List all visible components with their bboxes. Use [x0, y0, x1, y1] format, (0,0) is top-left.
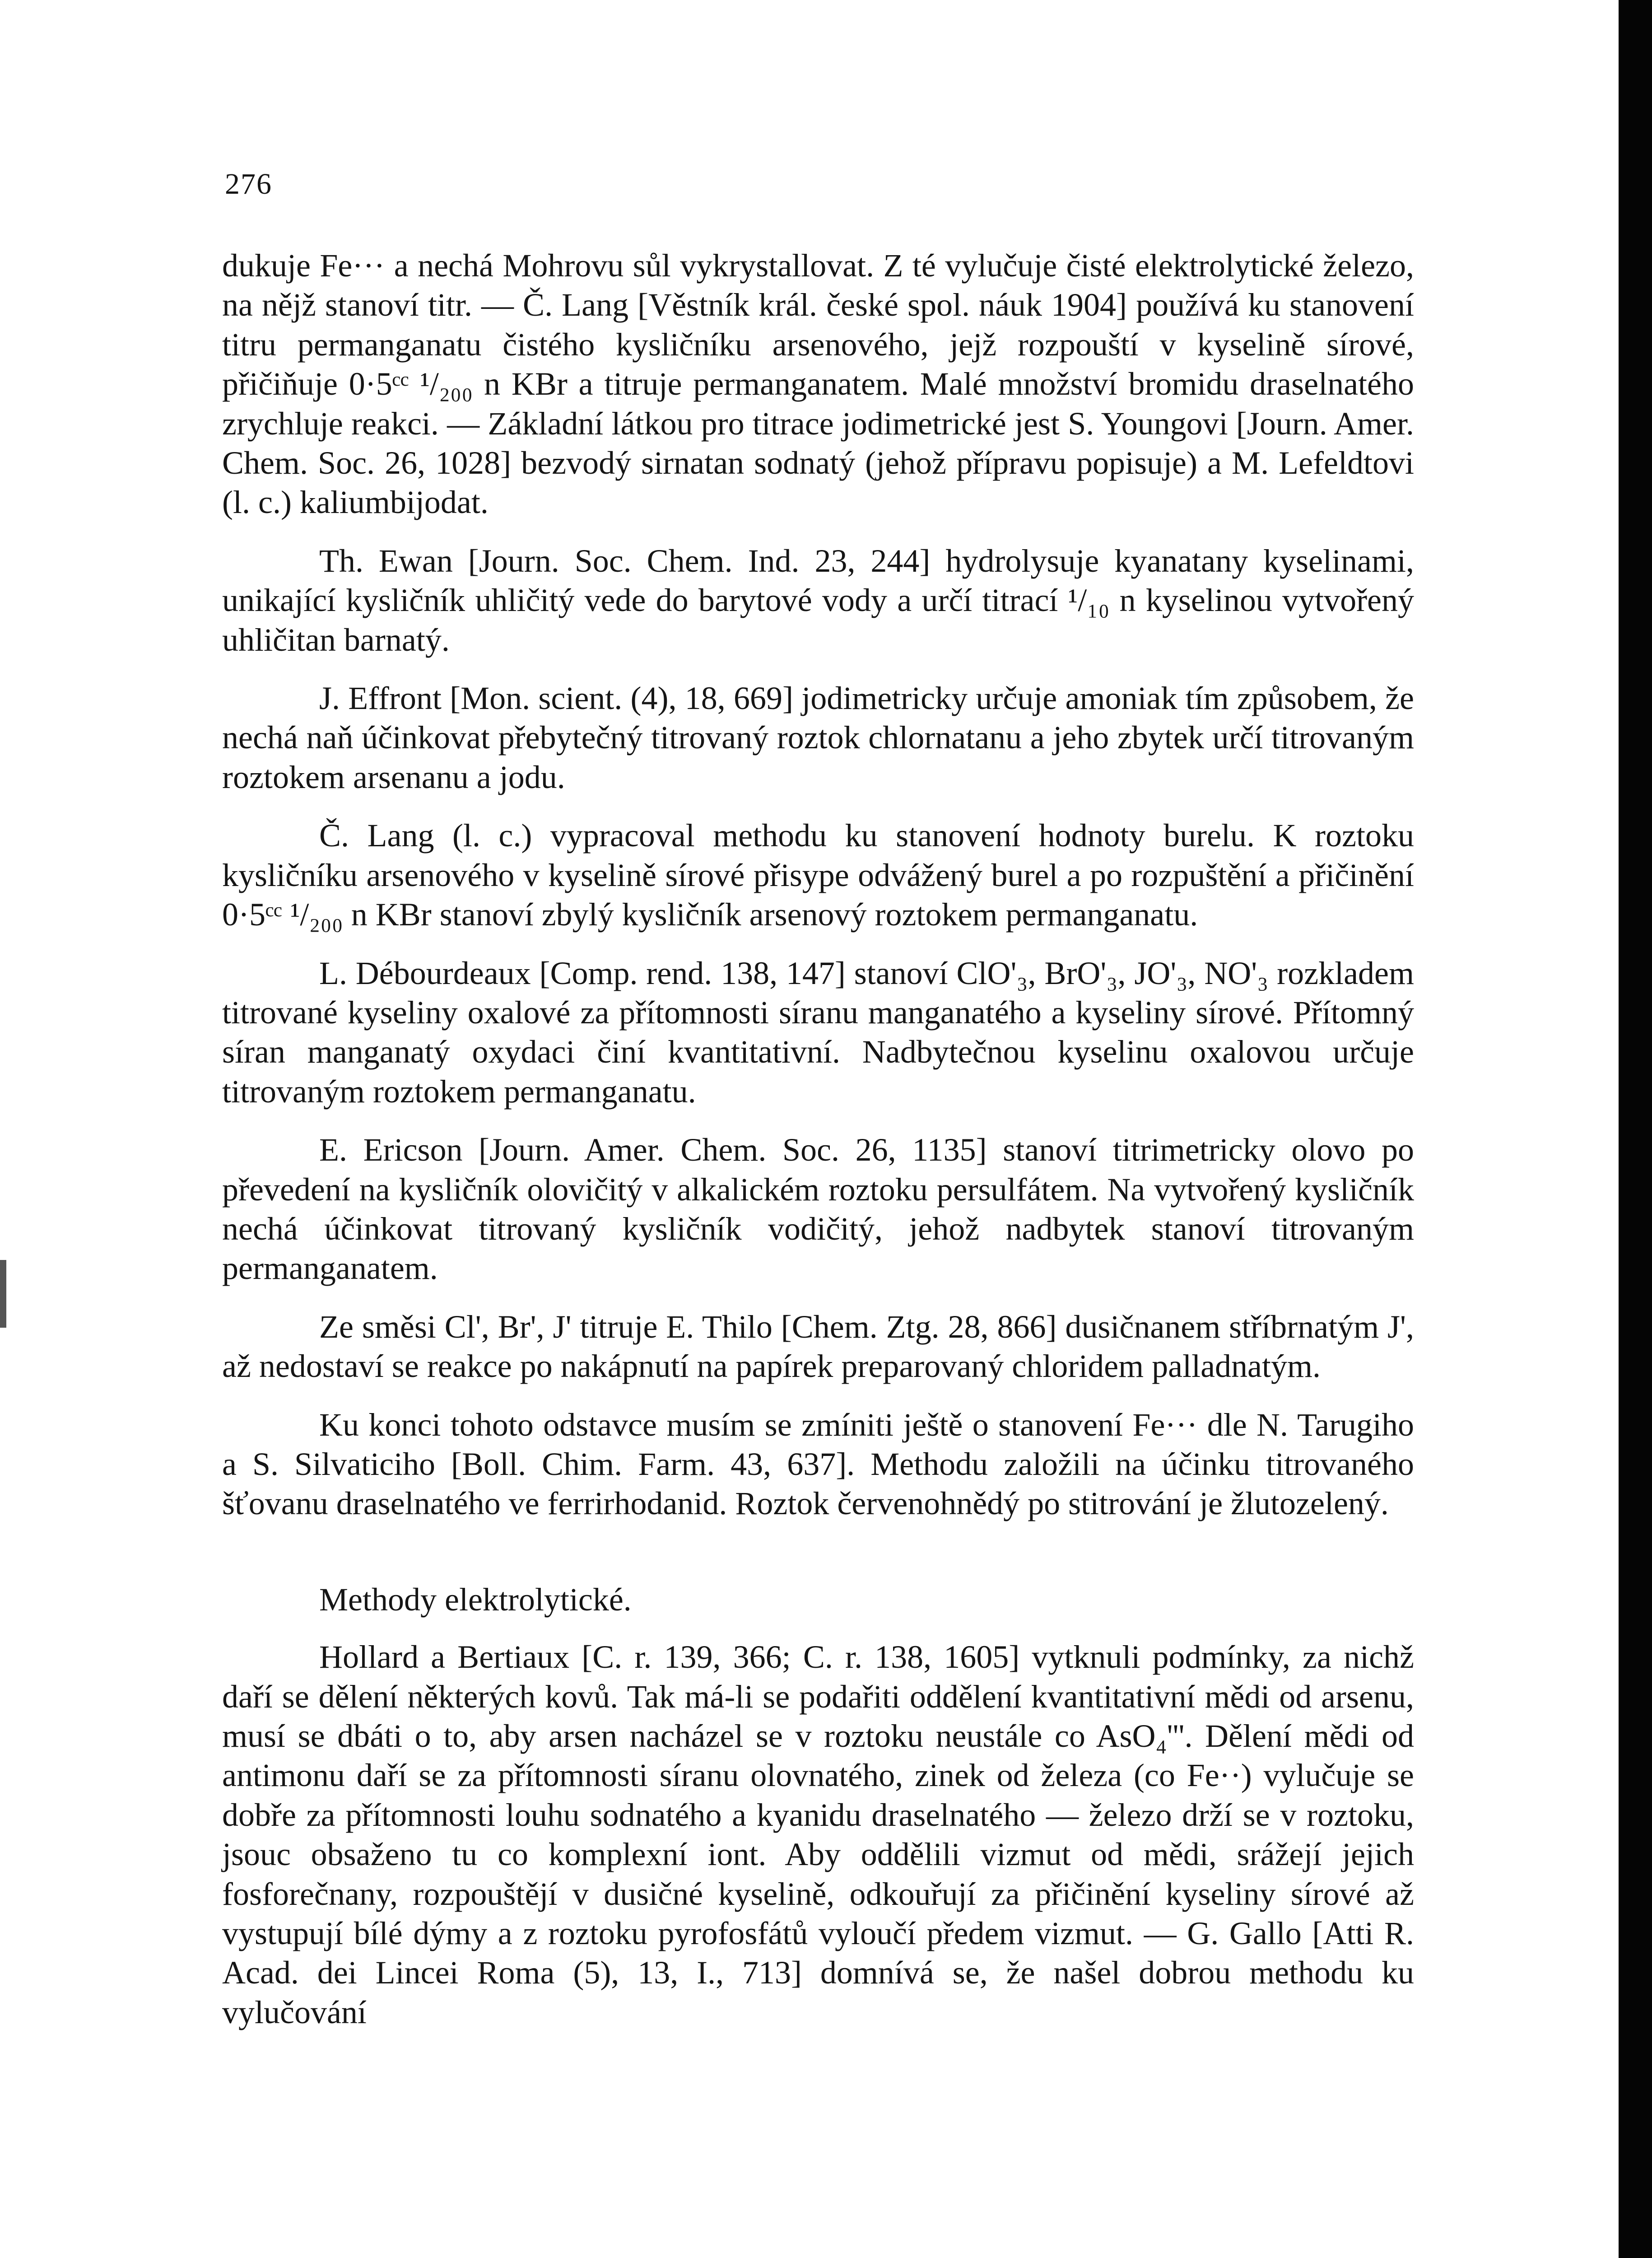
paragraph-thilo: Ze směsi Cl', Br', J' titruje E. Thilo [Chem. Ztg. 28, 866] dusičnanem stříbrnatým J', až nedostaví se reakce po nakápnutí na papírek preparovaný chloridem palladnatým.	[222, 1308, 1414, 1385]
paragraph-effront: J. Effront [Mon. scient. (4), 18, 669] jodimetricky určuje amoniak tím způsobem, že nechá naň účinkovat přebytečný titrovaný roztok chlornatanu a jeho zbytek určí titrovaným roztokem arsenanu a jodu.	[222, 680, 1414, 795]
paragraph-lang-titr: dukuje Fe··· a nechá Mohrovu sůl vykrystallovat. Z té vylučuje čisté elektrolytické železo, na nějž stanoví titr. — Č. Lang [Věstník král. české spol. náuk 1904] používá ku stanovení titru permanganatu čistého kysličníku arsenového, jejž rozpouští v kyselině sírové, přičiňuje 0·5ᶜᶜ ¹/₂₀₀ n KBr a titruje permanganatem. Malé množství bromidu draselnatého zrychluje reakci. — Základní látkou pro titrace jodimetrické jest S. Youngovi [Journ. Amer. Chem. Soc. 26, 1028] bezvodý sirnatan sodnatý (jehož přípravu popisuje) a M. Lefeldtovi (l. c.) kaliumbijodat.	[222, 247, 1414, 521]
page-number: 276	[225, 168, 272, 201]
paragraph-lang-burel: Č. Lang (l. c.) vypracoval methodu ku stanovení hodnoty burelu. K roztoku kysličníku arsenového v kyselině sírové přisype odvážený burel a po rozpuštění a přičinění 0·5ᶜᶜ ¹/₂₀₀ n KBr stanoví zbylý kysličník arsenový roztokem permanganatu.	[222, 817, 1414, 933]
paragraph-hollard-bertiaux: Hollard a Bertiaux [C. r. 139, 366; C. r. 138, 1605] vytknuli podmínky, za nichž daří se dělení některých kovů. Tak má-li se podařiti oddělení kvantitativní mědi od arsenu, musí se dbáti o to, aby arsen nacházel se v roztoku neustále co AsO₄'''. Dělení mědi od antimonu daří se za přítomnosti síranu olovnatého, zinek od železa (co Fe··) vylučuje se dobře za přítomnosti louhu sodnatého a kyanidu draselnatého — železo drží se v roztoku, jsouc obsaženo tu co komplexní iont. Aby oddělili vizmut od mědi, srážejí jejich fosforečnany, rozpouštějí v dusičné kyselině, odkouřují za přičinění kyseliny sírové až vystupují bílé dýmy a z roztoku pyrofosfátů vyloučí předem vizmut. — G. Gallo [Atti R. Acad. dei Lincei Roma (5), 13, I., 713] domnívá se, že našel dobrou methodu ku vylučování	[222, 1639, 1414, 2030]
paragraph-ewan: Th. Ewan [Journ. Soc. Chem. Ind. 23, 244] hydrolysuje kyanatany kyselinami, unikající kysličník uhličitý vede do barytové vody a určí titrací ¹/₁₀ n kyselinou vytvořený uhličitan barnatý.	[222, 542, 1414, 658]
page-body	[222, 246, 1414, 2032]
binding-mark	[0, 1260, 6, 1328]
paragraph-ericson: E. Ericson [Journ. Amer. Chem. Soc. 26, 1135] stanoví titrimetricky olovo po převedení na kysličník olovičitý v alkalickém roztoku persulfátem. Na vytvořený kysličník nechá účinkovat titrovaný kysličník vodičitý, jehož nadbytek stanoví titrovaným permanganatem.	[222, 1132, 1414, 1287]
page-edge-shadow	[1619, 0, 1652, 2258]
paragraph-tarugi-silvatici: Ku konci tohoto odstavce musím se zmíniti ještě o stanovení Fe··· dle N. Tarugiho a S. Silvaticiho [Boll. Chim. Farm. 43, 637]. Methodu založili na účinku titrovaného šťovanu draselnatého ve ferrirhodanid. Roztok červenohnědý po stitrování je žlutozelený.	[222, 1406, 1414, 1522]
section-heading: Methody elektrolytické.	[319, 1581, 632, 1618]
paragraph-debourdeaux: L. Débourdeaux [Comp. rend. 138, 147] stanoví ClO'₃, BrO'₃, JO'₃, NO'₃ rozkladem titrované kyseliny oxalové za přítomnosti síranu manganatého a kyseliny sírové. Přítomný síran manganatý oxydaci činí kvantitativní. Nadbytečnou kyselinu oxalovou určuje titrovaným roztokem permanganatu.	[222, 955, 1414, 1110]
